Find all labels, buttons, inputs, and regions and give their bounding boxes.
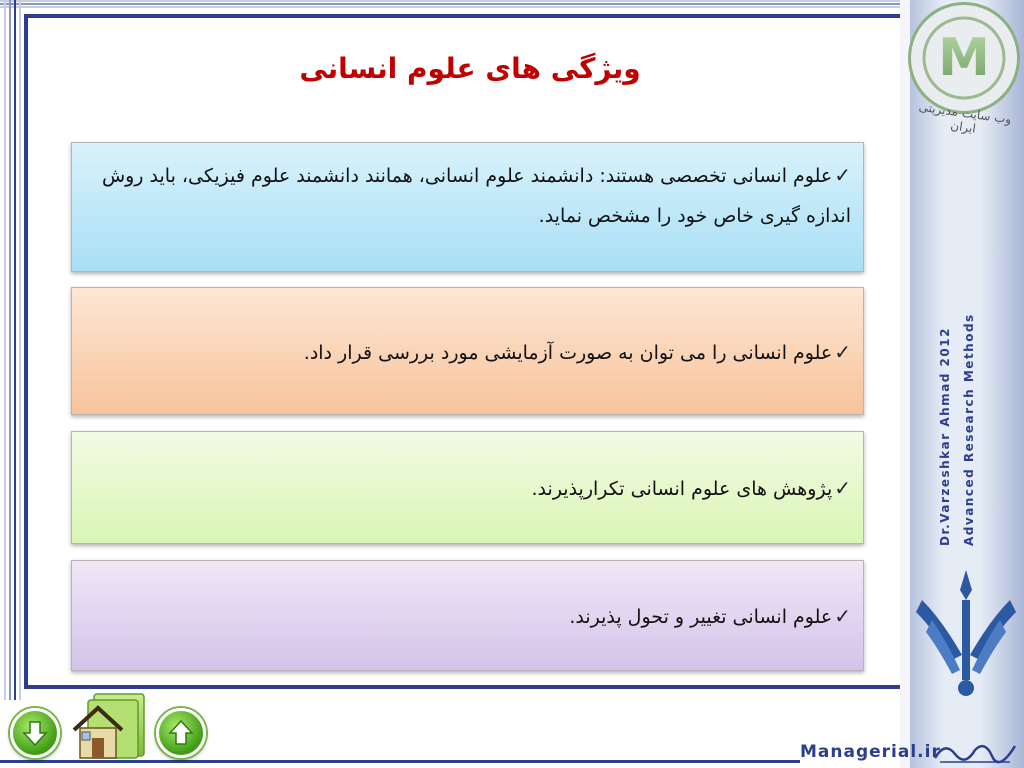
slide-frame-bottom bbox=[24, 685, 900, 689]
arrow-up-icon bbox=[166, 718, 196, 748]
previous-slide-button[interactable] bbox=[156, 708, 206, 758]
brand-label: Managerial.ir bbox=[800, 742, 941, 762]
top-decorative-lines bbox=[0, 0, 900, 14]
arrow-down-icon bbox=[20, 718, 50, 748]
course-line: Advanced Research Methods bbox=[962, 313, 976, 546]
signature-icon bbox=[930, 736, 1020, 766]
home-icon bbox=[68, 690, 150, 762]
university-emblem-icon bbox=[912, 560, 1020, 710]
svg-text:M: M bbox=[938, 28, 990, 88]
point-text-3: پژوهش های علوم انسانی تکرارپذیرند. bbox=[531, 478, 833, 500]
next-slide-button[interactable] bbox=[10, 708, 60, 758]
checkmark-icon: ✓ bbox=[834, 163, 851, 187]
point-box-2 bbox=[71, 287, 864, 415]
point-box-1 bbox=[71, 142, 864, 272]
checkmark-icon: ✓ bbox=[834, 339, 851, 364]
home-button[interactable] bbox=[68, 690, 150, 762]
logo-caption: وب سایت مدیریتی ایران bbox=[917, 99, 1013, 136]
point-box-4 bbox=[71, 560, 864, 671]
checkmark-icon: ✓ bbox=[834, 604, 851, 628]
point-text-4: علوم انسانی تغییر و تحول پذیرند. bbox=[569, 606, 833, 628]
point-box-3 bbox=[71, 431, 864, 544]
checkmark-icon: ✓ bbox=[834, 476, 851, 500]
left-decorative-bars bbox=[0, 0, 24, 700]
point-text-1: علوم انسانی تخصصی هستند: دانشمند علوم انسانی، همانند دانشمند علوم فیزیکی، باید روش اندازه گیری خاص خود را مشخص نماید. bbox=[101, 165, 851, 227]
managerial-logo bbox=[908, 2, 1020, 114]
author-line: Dr.Varzeshkar Ahmad 2012 bbox=[938, 327, 952, 546]
author-vertical-text bbox=[920, 313, 1000, 560]
m-logo-icon bbox=[919, 13, 1009, 103]
slide-title: ویژگی های علوم انسانی bbox=[299, 52, 641, 85]
point-text-2: علوم انسانی را می توان به صورت آزمایشی مورد بررسی قرار داد. bbox=[303, 341, 833, 364]
